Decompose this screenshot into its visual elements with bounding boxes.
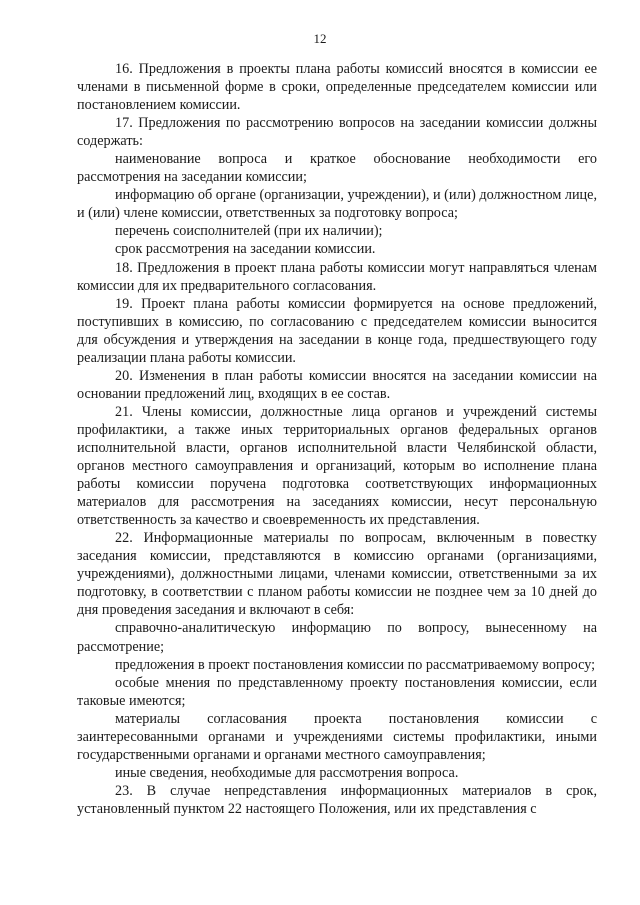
paragraph-17: 17. Предложения по рассмотрению вопросов на заседании комиссии должны содержать: — [77, 115, 597, 150]
paragraph-21: 21. Члены комиссии, должностные лица органов и учреждений системы профилактики, а также иных территориальных органов федеральных органов исполнительной власти, органов исполнительной власти Челябинской области, органов местного самоуправления и организаций, которым во исполнение плана работы комиссии поручена подготовка соответствующих информационных материалов для рассмотрения на заседаниях комиссии, несут персональную ответственность за качество и своевременность их представления. — [77, 403, 597, 529]
paragraph-19: 19. Проект плана работы комиссии формируется на основе предложений, поступивших в комиссию, по согласованию с председателем комиссии выносится для обсуждения и утверждения на заседании в конце года, предшествующего году реализации плана работы комиссии. — [77, 295, 597, 366]
list-item-co-executors: перечень соисполнителей (при их наличии); — [115, 223, 383, 240]
list-item-other-info: иные сведения, необходимые для рассмотрения вопроса. — [115, 764, 459, 781]
paragraph-20: 20. Изменения в план работы комиссии вносятся на заседании комиссии на основании предложений лиц, входящих в ее состав. — [77, 367, 597, 402]
paragraph-16: 16. Предложения в проекты плана работы комиссий вносятся в комиссии ее членами в письменной форме в сроки, определенные председателем комиссии или постановлением комиссии. — [77, 61, 597, 114]
paragraph-22: 22. Информационные материалы по вопросам, включенным в повестку заседания комиссии, представляются в комиссию органами (организациями, учреждениями), должностными лицами, членами комиссии, ответственными за их подготовку, в соответствии с планом работы комиссии не позднее чем за 10 дней до дня проведения заседания и включают в себя: — [77, 530, 597, 619]
list-item-review-date: срок рассмотрения на заседании комиссии. — [115, 241, 376, 258]
list-item-analytical-info: справочно-аналитическую информацию по вопросу, вынесенному на рассмотрение; — [77, 620, 597, 655]
document-body — [77, 60, 597, 818]
list-item-resolution-proposals: предложения в проект постановления комиссии по рассматриваемому вопросу; — [115, 656, 596, 673]
list-item-responsible-info: информацию об органе (организации, учреждении), и (или) должностном лице, и (или) члене комиссии, ответственных за подготовку вопроса; — [77, 187, 597, 222]
page-number: 12 — [313, 31, 327, 46]
paragraph-23: 23. В случае непредставления информационных материалов в срок, установленный пунктом 22 настоящего Положения, или их представления с — [77, 782, 597, 817]
paragraph-18: 18. Предложения в проект плана работы комиссии могут направляться членам комиссии для их предварительного согласования. — [77, 259, 597, 294]
list-item-question-name: наименование вопроса и краткое обоснование необходимости его рассмотрения на заседании комиссии; — [77, 151, 597, 186]
list-item-approval-materials: материалы согласования проекта постановления комиссии с заинтересованными органами и учреждениями системы профилактики, иными государственными органами и органами местного самоуправления; — [77, 710, 597, 763]
list-item-special-opinions: особые мнения по представленному проекту постановления комиссии, если таковые имеются; — [77, 674, 597, 709]
